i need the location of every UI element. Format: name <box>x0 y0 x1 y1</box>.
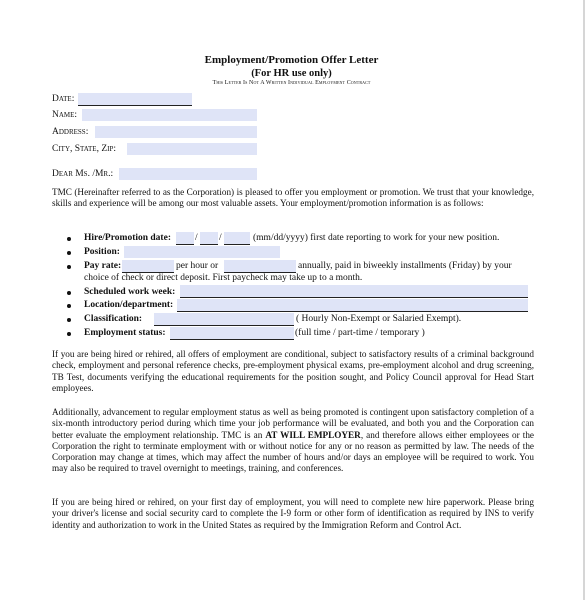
at-will-text-1: Additionally, advancement to regular employment status as well as being promoted is contingent upon satisfactory completion of a six-month introductory period during which time your job performance will be evaluated, and both you and the Corporation can better evaluate the employment relationship. TMC is an <box>52 407 534 440</box>
bullet <box>67 291 71 295</box>
bullet <box>67 304 71 308</box>
salutation-label: Dear Ms. /Mr.: <box>52 169 114 179</box>
work-week-field[interactable] <box>180 285 528 298</box>
city-state-zip-field[interactable] <box>127 143 257 155</box>
position-label: Position: <box>84 247 120 257</box>
annual-rate-field[interactable] <box>224 260 296 273</box>
work-week-label: Scheduled work week: <box>84 287 176 297</box>
classification-label: Classification: <box>84 314 143 324</box>
intro-paragraph: TMC (Hereinafter referred to as the Corporation) is pleased to offer you employment or promotion. We trust that your knowledge, skills and experience will be among our most valuable assets. Your employment/promotion information is as follows: <box>52 187 534 209</box>
at-will-text-2: , and therefore allows either employees or the Corporation the right to terminate employment with or without notice for any or no reason as permitted by law. The needs of the Corporation may change at times, which may affect the number of hours and/or days an employee will be required to work. You may also be required to travel overnight to meetings, training, and conferences. <box>52 429 534 474</box>
bullet <box>67 332 71 336</box>
hire-date-description: (mm/dd/yyyy) first date reporting to work for your new position. <box>253 233 500 243</box>
contract-notice: This Letter Is Not A Written Individual Employment Contract <box>212 80 371 86</box>
location-label: Location/department: <box>84 300 174 310</box>
date-field[interactable] <box>78 93 192 106</box>
address-field[interactable] <box>95 126 257 138</box>
paycheck-text: choice of check or direct deposit. First paycheck may take up to a month. <box>84 273 363 283</box>
position-field[interactable] <box>124 246 280 258</box>
classification-field[interactable] <box>154 313 294 326</box>
bullet <box>67 265 71 269</box>
at-will-paragraph <box>52 407 534 475</box>
conditions-paragraph: If you are being hired or rehired, all offers of employment are conditional, subject to satisfactory results of a criminal background check, employment and personal reference checks, pre-employment physical exams, pre-employment alcohol and drug screening, TB Test, documents verifying the educational requirements for the position sought, and Policy Council approval for Head Start employees. <box>52 349 534 393</box>
per-hour-text: per hour or <box>176 261 219 271</box>
bullet <box>67 237 71 241</box>
hire-month-field[interactable] <box>176 232 194 245</box>
employment-status-label: Employment status: <box>84 328 166 338</box>
bullet <box>67 318 71 322</box>
employment-status-options: (full time / part-time / temporary ) <box>295 328 425 338</box>
annual-pay-text: annually, paid in biweekly installments (Friday) by your <box>298 261 512 271</box>
name-field[interactable] <box>82 109 257 121</box>
bullet <box>67 251 71 255</box>
hire-date-label: Hire/Promotion date: <box>84 233 171 243</box>
hire-date-separator: / <box>219 233 222 243</box>
letter-title: Employment/Promotion Offer Letter <box>204 54 379 66</box>
hire-day-field[interactable] <box>200 232 218 245</box>
pay-rate-label: Pay rate: <box>84 261 122 271</box>
address-label: Address: <box>52 127 89 137</box>
hire-year-field[interactable] <box>224 232 250 245</box>
city-state-zip-label: City, State, Zip: <box>52 144 116 154</box>
employment-status-field[interactable] <box>170 327 294 340</box>
location-field[interactable] <box>177 299 528 312</box>
classification-options: ( Hourly Non-Exempt or Salaried Exempt). <box>296 314 462 324</box>
at-will-employer-emphasis: AT WILL EMPLOYER <box>265 429 361 440</box>
new-hire-paperwork-paragraph: If you are being hired or rehired, on your first day of employment, you will need to complete new hire paperwork. Please bring your driver's license and social security card to complete the I-9 form or other form of identification as required by INS to verify identity and authorization to work in the United States as required by the Immigration Reform and Control Act. <box>52 497 534 530</box>
salutation-name-field[interactable] <box>119 168 257 180</box>
hourly-rate-field[interactable] <box>122 260 174 273</box>
hire-date-separator: / <box>195 233 198 243</box>
date-label: Date: <box>52 94 75 104</box>
letter-subtitle: (For HR use only) <box>251 68 332 79</box>
name-label: Name: <box>52 110 78 120</box>
